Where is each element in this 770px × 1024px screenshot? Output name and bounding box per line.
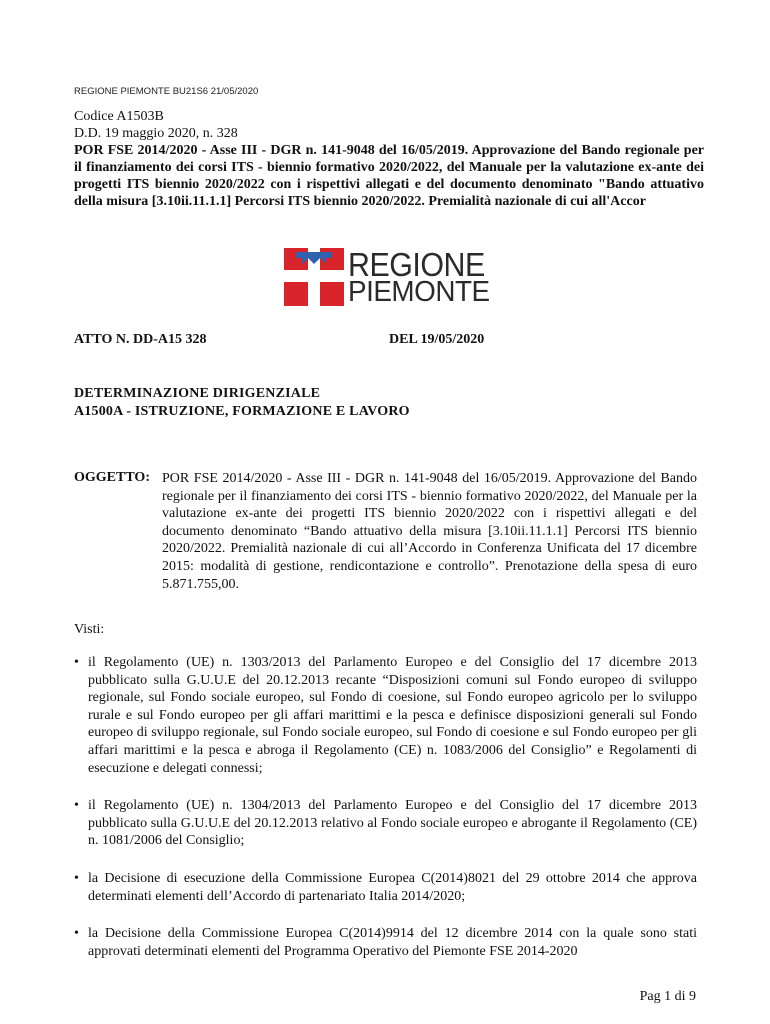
list-item-text: il Regolamento (UE) n. 1304/2013 del Parlamento Europeo e del Consiglio del 17 dicembre 2013 pubblicato sulla G.U.U.E del 20.12.2013 relativo al Fondo sociale europeo e abrogante il Regolamento (CE) n. 1081/2006 del Consiglio; [88, 798, 697, 849]
bulletin-header: REGIONE PIEMONTE BU21S6 21/05/2020 [74, 86, 259, 97]
page-number: Pag 1 di 9 [639, 989, 696, 1004]
visti-heading: Visti: [74, 622, 105, 637]
codice-block [74, 108, 704, 210]
atto-number: ATTO N. DD-A15 328 [74, 332, 207, 347]
bullet-icon: • [74, 798, 79, 814]
determinazione-heading [74, 385, 410, 421]
piemonte-flag-icon [284, 248, 344, 306]
oggetto-label: OGGETTO: [74, 470, 150, 485]
logo-text-regione: REGIONE [348, 246, 485, 283]
department-line: A1500A - ISTRUZIONE, FORMAZIONE E LAVORO [74, 404, 410, 419]
list-item-text: la Decisione di esecuzione della Commissione Europea C(2014)8021 del 29 ottobre 2014 che approva determinati elementi dell’Accordo di partenariato Italia 2014/2020; [88, 870, 697, 904]
determinazione-title: DETERMINAZIONE DIRIGENZIALE [74, 386, 321, 401]
list-item [74, 925, 697, 960]
dd-line: D.D. 19 maggio 2020, n. 328 [74, 126, 238, 141]
list-item-text: il Regolamento (UE) n. 1303/2013 del Parlamento Europeo e del Consiglio del 17 dicembre 2013 pubblicato sulla G.U.U.E del 20.12.2013 recante “Disposizioni comuni sul Fondo europeo di sviluppo regionale, sul Fondo sociale europeo, sul Fondo di coesione, sul Fondo europeo agricolo per lo sviluppo rurale e sul Fondo europeo per gli affari marittimi e la pesca e definisce disposizioni generali sul Fondo europeo di sviluppo regionale, sul Fondo sociale europeo, sul Fondo di coesione e sul Fondo europeo per gli affari marittimi e la pesca e abroga il Regolamento (CE) n. 1083/2006 del Consiglio” e Regolamenti di esecuzione e delegati connessi; [88, 655, 697, 776]
codice-line: Codice A1503B [74, 109, 164, 124]
regione-piemonte-logo [284, 246, 490, 308]
document-title: POR FSE 2014/2020 - Asse III - DGR n. 141-9048 del 16/05/2019. Approvazione del Bando regionale per il finanziamento dei corsi ITS - biennio formativo 2020/2022, del Manuale per la valutazione ex-ante dei progetti ITS biennio 2020/2022 con i rispettivi allegati e del documento denominato "Bando attuativo della misura [3.10ii.11.1.1] Percorsi ITS biennio 2020/2022. Premialità nazionale di cui all'Accor [74, 143, 704, 209]
bullet-icon: • [74, 655, 79, 670]
bullet-icon: • [74, 870, 79, 886]
bullet-icon: • [74, 926, 79, 942]
list-item-text: la Decisione della Commissione Europea C(2014)9914 del 12 dicembre 2014 con la quale sono stati approvati determinati elementi del Programma Operativo del Piemonte FSE 2014-2020 [88, 926, 697, 959]
list-item [74, 654, 697, 777]
oggetto-text: POR FSE 2014/2020 - Asse III - DGR n. 141-9048 del 16/05/2019. Approvazione del Bando regionale per il finanziamento dei corsi ITS - biennio formativo 2020/2022, del Manuale per la valutazione ex-ante dei progetti ITS biennio 2020/2022 con i rispettivi allegati e del documento denominato “Bando attuativo della misura [3.10ii.11.1.1] Percorsi ITS biennio 2020/2022. Premialità nazionale di cui all’Accordo in Conferenza Unificata del 17 dicembre 2015: modalità di gestione, rendicontazione e controllo”. Prenotazione della spesa di euro 5.871.755,00. [162, 471, 697, 592]
atto-date: DEL 19/05/2020 [389, 332, 485, 347]
list-item [74, 870, 697, 905]
list-item [74, 797, 697, 850]
visti-list [74, 654, 697, 980]
logo-text-piemonte: PIEMONTE [348, 276, 490, 308]
